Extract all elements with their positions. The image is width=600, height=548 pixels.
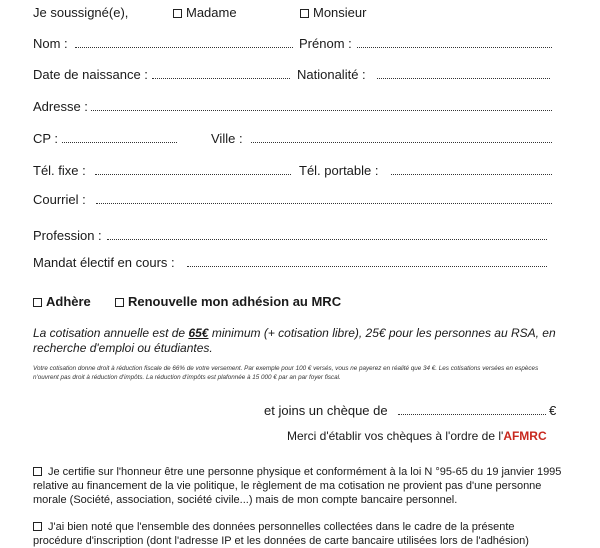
mandat-field[interactable]	[187, 265, 547, 267]
cheque-label: et joins un chèque de	[264, 403, 388, 418]
certification-donnees-text: J'ai bien noté que l'ensemble des données personnelles collectées dans le cadre de la présente procédure d'inscription (dont l'adresse IP et les données de carte bancaire utilisées lors de l'adhésion)	[33, 521, 529, 547]
certification-honneur-text: Je certifie sur l'honneur être une personne physique et conformément à la loi N °95-65 du 19 janvier 1995 relative au financement de la vie politique, le règlement de ma cotisation ne provient pas d'une personne morale (Société, association, société civile...) mais de mon compte bancaire personnel.	[33, 466, 562, 506]
monsieur-checkbox[interactable]	[300, 9, 309, 18]
certification-honneur-checkbox[interactable]	[33, 467, 42, 476]
order-name: AFMRC	[503, 429, 547, 443]
courriel-field[interactable]	[96, 202, 552, 204]
soussigne-label: Je soussigné(e),	[33, 5, 129, 20]
date-naissance-label: Date de naissance :	[33, 67, 148, 82]
cheque-amount-field[interactable]	[398, 413, 546, 415]
renouvelle-checkbox[interactable]	[115, 298, 124, 307]
tax-note: Votre cotisation donne droit à réduction fiscale de 66% de votre versement. Par exemple pour 100 € versés, vous ne payerez en réalité que 34 €. Les cotisations versées en espèces n'ouvrent pas droit à réduction d'impôts. La réduction d'impôts est plafonnée à 15 000 € par an par foyer fiscal.	[33, 365, 539, 381]
mandat-label: Mandat électif en cours :	[33, 255, 175, 270]
nationalite-field[interactable]	[377, 77, 550, 79]
cotisation-text	[33, 326, 563, 356]
certification-donnees-checkbox[interactable]	[33, 522, 42, 531]
order-prefix: Merci d'établir vos chèques à l'ordre de l'	[287, 429, 504, 443]
renouvelle-label: Renouvelle mon adhésion au MRC	[128, 294, 342, 309]
monsieur-label: Monsieur	[313, 5, 367, 20]
adresse-field[interactable]	[91, 109, 552, 111]
cp-field[interactable]	[62, 141, 177, 143]
cotisation-suffix: minimum (+ cotisation libre), 25€ pour les personnes au RSA, en recherche d'emploi ou étudiantes.	[33, 326, 556, 355]
ville-field[interactable]	[251, 141, 552, 143]
nationalite-label: Nationalité :	[297, 67, 366, 82]
nom-label: Nom :	[33, 36, 68, 51]
tel-portable-field[interactable]	[391, 173, 552, 175]
date-naissance-field[interactable]	[152, 77, 290, 79]
currency-symbol: €	[549, 403, 557, 418]
madame-label: Madame	[186, 5, 237, 20]
cotisation-amount: 65€	[188, 326, 209, 340]
adhere-checkbox[interactable]	[33, 298, 42, 307]
nom-field[interactable]	[75, 46, 293, 48]
tel-portable-label: Tél. portable :	[299, 163, 379, 178]
monsieur-option[interactable]	[300, 5, 366, 21]
ville-label: Ville :	[211, 131, 243, 146]
certification-donnees[interactable]	[33, 520, 563, 548]
profession-field[interactable]	[107, 238, 547, 240]
order-line	[287, 428, 547, 444]
prenom-field[interactable]	[357, 46, 552, 48]
adhere-label: Adhère	[46, 294, 91, 309]
renouvelle-option[interactable]	[115, 294, 341, 310]
cp-label: CP :	[33, 131, 59, 146]
adhere-option[interactable]	[33, 294, 91, 310]
tel-fixe-label: Tél. fixe :	[33, 163, 86, 178]
prenom-label: Prénom :	[299, 36, 352, 51]
courriel-label: Courriel :	[33, 192, 86, 207]
cotisation-prefix: La cotisation annuelle est de	[33, 326, 189, 340]
tel-fixe-field[interactable]	[95, 173, 291, 175]
adresse-label: Adresse :	[33, 99, 88, 114]
salutation-row	[33, 5, 128, 21]
profession-label: Profession :	[33, 228, 102, 243]
certification-honneur[interactable]	[33, 465, 563, 507]
madame-option[interactable]	[173, 5, 237, 21]
madame-checkbox[interactable]	[173, 9, 182, 18]
